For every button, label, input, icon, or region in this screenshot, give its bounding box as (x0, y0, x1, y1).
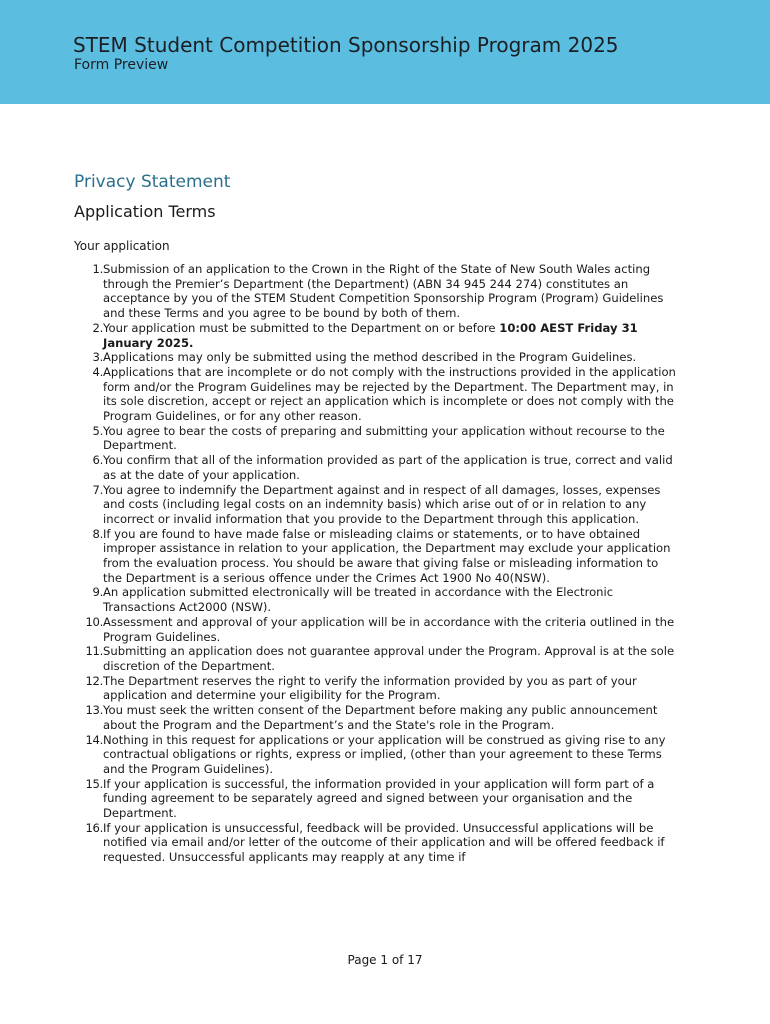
list-item-number: 12. (85, 673, 103, 688)
list-item (74, 424, 679, 453)
list-item-text (103, 821, 679, 865)
list-item-number: 14. (85, 732, 103, 747)
list-item-text (103, 527, 679, 586)
list-item (74, 321, 679, 350)
list-item-body: Your application must be submitted to the Department on or before (103, 320, 500, 335)
list-item-text (103, 262, 679, 321)
list-item-text (103, 674, 679, 703)
list-item-number: 4. (92, 364, 103, 379)
list-item-text (103, 483, 679, 527)
list-item (74, 262, 679, 321)
list-item-body: You confirm that all of the information provided as part of the application is true, correct and valid as at the date of your application. (103, 453, 673, 482)
list-item-body: You agree to indemnify the Department against and in respect of all damages, losses, expenses and costs (including legal costs on an indemnity basis) which arise out of or in relation to any incorrect or invalid information that you provide to the Department through this application. (103, 482, 661, 526)
list-item-number: 6. (92, 453, 103, 468)
list-item-text (103, 365, 679, 424)
list-item-body: If you are found to have made false or misleading claims or statements, or to have obtained improper assistance in relation to your application, the Department may exclude your application from the evaluation process. You should be aware that giving false or misleading information to the Department is a serious offence under the Crimes Act 1900 No 40(NSW). (103, 526, 671, 585)
list-item-number: 5. (92, 423, 103, 438)
list-item (74, 615, 679, 644)
list-item (74, 527, 679, 586)
list-item (74, 350, 679, 365)
list-item-text (103, 615, 679, 644)
list-item (74, 453, 679, 482)
list-item-text (103, 350, 679, 365)
list-item-number: 8. (92, 526, 103, 541)
form-subtitle: Form Preview (74, 57, 169, 73)
list-item-body: You agree to bear the costs of preparing and submitting your application without recourse to the Department. (103, 423, 665, 453)
list-item-body: Submitting an application does not guarantee approval under the Program. Approval is at the sole discretion of the Department. (103, 644, 675, 673)
list-item-text (103, 585, 679, 614)
list-item-body: The Department reserves the right to verify the information provided by you as part of your application and determine your eligibility for the Program. (103, 673, 637, 703)
list-item-text (103, 703, 679, 732)
list-item-number: 1. (92, 262, 103, 276)
list-item-text (103, 424, 679, 453)
list-item-deadline: 10:00 AEST Friday 31 January 2025. (103, 320, 638, 350)
list-item (74, 733, 679, 777)
list-item-number: 2. (92, 320, 103, 335)
list-item-number: 13. (85, 703, 103, 718)
page-number: Page 1 of 17 (347, 953, 423, 967)
list-item-number: 15. (85, 776, 103, 791)
list-item-body: You must seek the written consent of the Department before making any public announcement about the Program and the Department’s and the State's role in the Program. (103, 703, 658, 732)
list-item-number: 16. (85, 820, 103, 835)
list-item-text (103, 453, 679, 482)
list-item-body: If your application is unsuccessful, feedback will be provided. Unsuccessful applications will be notified via email and/or letter of the outcome of their application and will be offered feedback if requested. Unsuccessful applicants may reapply at any time if (103, 820, 665, 865)
list-item-text (103, 733, 679, 777)
list-item-number: 3. (92, 350, 103, 365)
list-item-text (103, 777, 679, 821)
list-item (74, 644, 679, 673)
list-item (74, 365, 679, 424)
list-item (74, 703, 679, 732)
list-item-body: An application submitted electronically will be treated in accordance with the Electronic Transactions Act2000 (NSW). (103, 585, 614, 615)
list-item-text (103, 644, 679, 673)
list-item-body: Applications that are incomplete or do not comply with the instructions provided in the application form and/or the Program Guidelines may be rejected by the Department. The Department may, in its sole discretion, accept or reject an application which is incomplete or does not comply with the Program Guidelines, or for any other reason. (103, 364, 676, 424)
list-item-body: Submission of an application to the Crown in the Right of the State of New South Wales acting through the Premier’s Department (the Department) (ABN 34 945 244 274) constitutes an acceptance by you of the STEM Student Competition Sponsorship Program (Program) Guidelines and these Terms and you agree to be bound by both of them. (103, 262, 664, 321)
section-subheading: Application Terms (74, 202, 216, 221)
list-item-number: 11. (85, 644, 103, 659)
list-item-body: Applications may only be submitted using the method described in the Program Guidelines. (103, 350, 637, 365)
list-item-number: 7. (92, 482, 103, 497)
list-item-body: Assessment and approval of your application will be in accordance with the criteria outlined in the Program Guidelines. (103, 614, 675, 644)
list-item-text (103, 321, 679, 350)
list-item (74, 777, 679, 821)
list-item-number: 9. (92, 585, 103, 600)
terms-list (74, 262, 679, 865)
section-intro: Your application (74, 239, 170, 253)
list-item-body: Nothing in this request for applications or your application will be construed as giving rise to any contractual obligations or rights, express or implied, (other than your agreement to these Terms and the Program Guidelines). (103, 732, 666, 776)
list-item (74, 585, 679, 614)
list-item (74, 483, 679, 527)
section-heading: Privacy Statement (74, 172, 231, 192)
list-item-number: 10. (85, 614, 103, 629)
list-item (74, 674, 679, 703)
form-title: STEM Student Competition Sponsorship Program 2025 (73, 33, 619, 57)
list-item (74, 821, 679, 865)
list-item-body: If your application is successful, the information provided in your application will form part of a funding agreement to be separately agreed and signed between your organisation and the Department. (103, 776, 655, 821)
terms-container (0, 262, 770, 933)
form-header (0, 0, 770, 104)
